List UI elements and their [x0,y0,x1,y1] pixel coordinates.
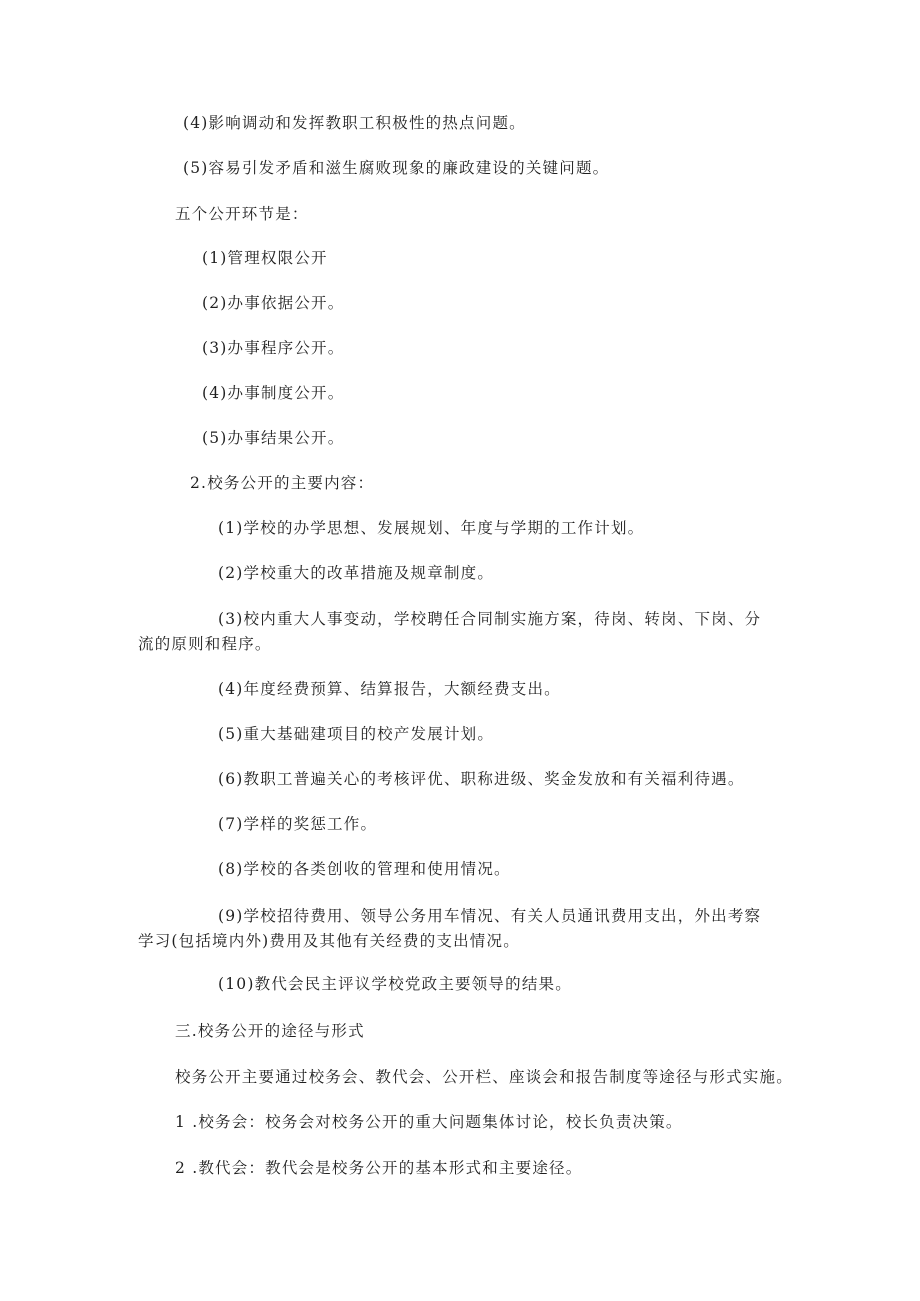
text-line: (10)教代会民主评议学校党政主要领导的结果。 [218,975,572,993]
text-line: (9)学校招待费用、领导公务用车情况、有关人员通讯费用支出，外出考察 [218,907,762,925]
text-line: 1 .校务会：校务会对校务公开的重大问题集体讨论，校长负责决策。 [175,1113,683,1131]
text-line: (2)办事依据公开。 [202,294,345,312]
text-line: (8)学校的各类创收的管理和使用情况。 [218,860,511,878]
text-line: (6)教职工普遍关心的考核评优、职称进级、奖金发放和有关福利待遇。 [218,770,745,788]
text-line: (2)学校重大的改革措施及规章制度。 [218,564,495,582]
text-line: 2.校务公开的主要内容： [190,474,375,492]
text-line: (5)容易引发矛盾和滋生腐败现象的廉政建设的关键问题。 [183,159,610,177]
text-line: (1)学校的办学思想、发展规划、年度与学期的工作计划。 [218,519,645,537]
text-line: (4)影响调动和发挥教职工积极性的热点问题。 [183,114,526,132]
text-line: (5)重大基础建项目的校产发展计划。 [218,725,495,743]
text-line: 五个公开环节是： [175,205,309,223]
text-line: (3)办事程序公开。 [202,339,345,357]
text-line: 三.校务公开的途径与形式 [175,1022,365,1040]
text-line: 流的原则和程序。 [138,635,272,653]
text-line: (4)办事制度公开。 [202,384,345,402]
text-line: 校务公开主要通过校务会、教代会、公开栏、座谈会和报告制度等途径与形式实施。 [175,1068,793,1086]
text-line: 学习(包括境内外)费用及其他有关经费的支出情况。 [138,932,520,950]
text-line: 2 .教代会：教代会是校务公开的基本形式和主要途径。 [175,1159,583,1177]
text-line: (5)办事结果公开。 [202,429,345,447]
text-line: (3)校内重大人事变动，学校聘任合同制实施方案，待岗、转岗、下岗、分 [218,610,762,628]
text-line: (4)年度经费预算、结算报告，大额经费支出。 [218,680,561,698]
text-line: (7)学样的奖惩工作。 [218,815,378,833]
text-line: (1)管理权限公开 [202,249,328,267]
